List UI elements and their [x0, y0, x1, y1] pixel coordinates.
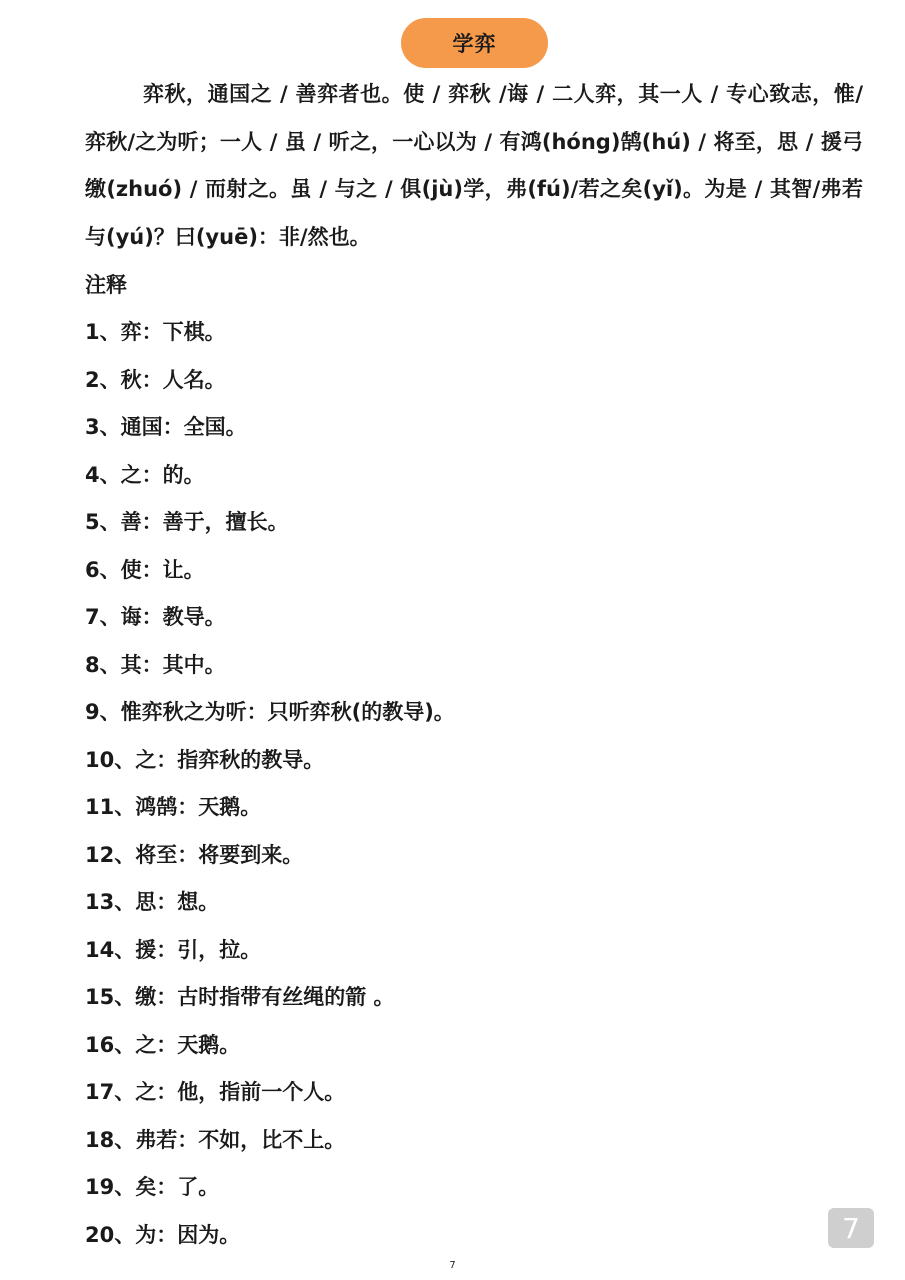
- note-item: 2、秋：人名。: [85, 367, 226, 392]
- page-badge: 7: [828, 1208, 874, 1248]
- note-item: 9、惟弈秋之为听：只听弈秋(的教导)。: [85, 700, 455, 724]
- note-item: 3、通国：全国。: [85, 415, 247, 439]
- note-item: 7、诲：教导。: [85, 605, 226, 629]
- note-item: 12、将至：将要到来。: [85, 842, 304, 867]
- notes-list: [85, 309, 845, 1259]
- note-item: 4、之：的。: [85, 462, 205, 487]
- note-item: 17、之：他，指前一个人。: [85, 1080, 346, 1104]
- note-item: 5、善：善于，擅长。: [85, 510, 289, 534]
- note-item: 20、为：因为。: [85, 1222, 241, 1247]
- note-item: 16、之：天鹅。: [85, 1032, 241, 1057]
- note-item: 11、鸿鹄：天鹅。: [85, 795, 262, 819]
- note-item: 18、弗若：不如，比不上。: [85, 1127, 346, 1152]
- note-item: 14、援：引，拉。: [85, 937, 262, 962]
- note-item: 8、其：其中。: [85, 652, 226, 677]
- note-item: 19、矣：了。: [85, 1175, 220, 1199]
- note-item: 15、缴：古时指带有丝绳的箭 。: [85, 985, 395, 1009]
- note-item: 1、弈：下棋。: [85, 320, 226, 344]
- notes-heading: 注释: [85, 273, 127, 297]
- classical-passage: 弈秋，通国之 / 善弈者也。使 / 弈秋 /诲 / 二人弈，其一人 / 专心致志，惟/弈秋/之为听；一人 / 虽 / 听之，一心以为 / 有鸿(hóng)鹄(hú) / 将至，思 / 援弓缴(zhuó) / 而射之。虽 / 与之 / 俱(jù)学，弗(fú)/若之矣(yǐ)。为是 / 其智/弗若与(yú)？曰(yuē)：非/然也。: [85, 82, 863, 249]
- note-item: 10、之：指弈秋的教导。: [85, 747, 325, 772]
- note-item: 13、思：想。: [85, 890, 220, 914]
- note-item: 6、使：让。: [85, 557, 205, 582]
- page-number: 7: [449, 1260, 456, 1271]
- page-title: 学弈: [401, 18, 548, 68]
